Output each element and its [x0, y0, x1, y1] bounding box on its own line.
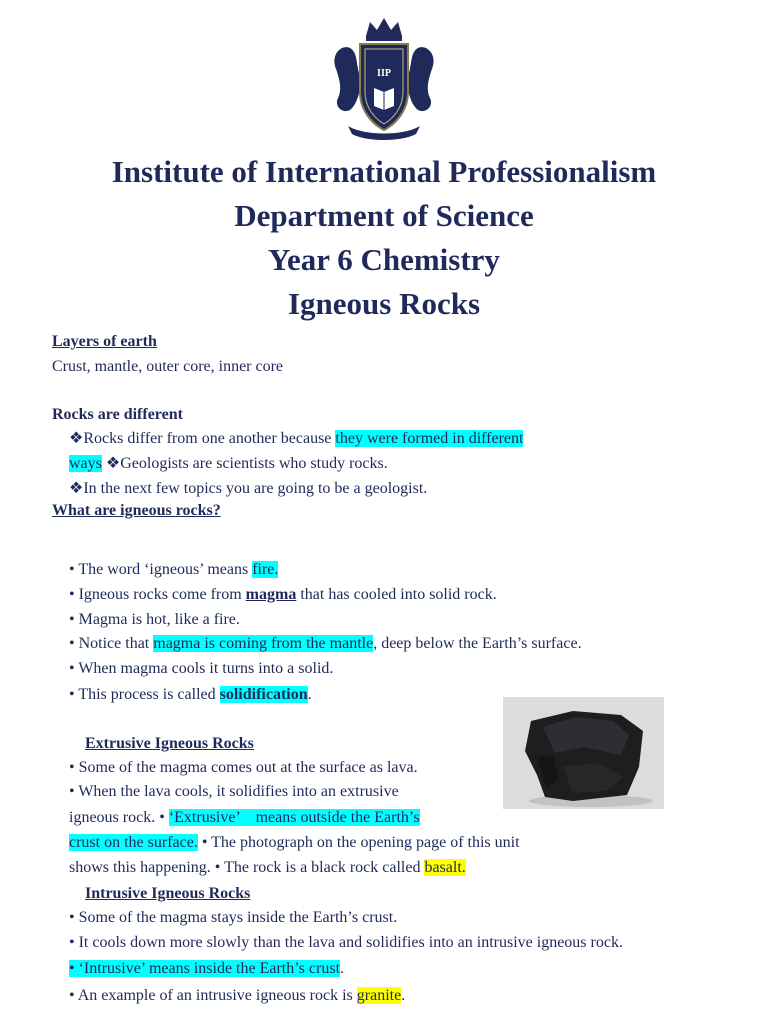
- highlighted-text: ‘Extrusive’ means outside the Earth’s: [168, 809, 420, 826]
- extrusive-heading: Extrusive Igneous Rocks: [85, 735, 254, 752]
- yellow-highlighted-text: basalt.: [424, 859, 466, 876]
- extrusive-line-2: • When the lava cools, it solidifies into an extrusive: [69, 783, 399, 800]
- igneous-bullet-2: [69, 585, 497, 605]
- text-run: • This process is called: [69, 686, 220, 703]
- rocks-different-heading: Rocks are different: [52, 406, 183, 423]
- text-run: , deep below the Earth’s surface.: [373, 635, 582, 652]
- igneous-bullet-5: • When magma cools it turns into a solid.: [69, 660, 334, 677]
- text-run: ❖Rocks differ from one another because: [69, 430, 336, 447]
- department-name: Department of Science: [234, 198, 534, 233]
- igneous-heading: What are igneous rocks?: [52, 502, 221, 519]
- layers-text: Crust, mantle, outer core, inner core: [52, 358, 284, 375]
- bold-underlined-text: magma: [245, 586, 297, 603]
- intrusive-line-4: [69, 986, 405, 1006]
- text-run: igneous rock. •: [69, 809, 169, 826]
- extrusive-line-1: • Some of the magma comes out at the surface as lava.: [69, 759, 418, 776]
- intrusive-line-2: • It cools down more slowly than the lava and solidifies into an intrusive igneous rock.: [69, 934, 623, 951]
- text-run: .: [307, 686, 312, 703]
- rocks-different-line-2: [69, 454, 388, 474]
- rocks-different-line-1: [69, 429, 523, 449]
- intrusive-line-1: • Some of the magma stays inside the Earth’s crust.: [69, 909, 398, 926]
- text-run: ❖Geologists are scientists who study rocks.: [101, 455, 388, 472]
- igneous-bullet-3: • Magma is hot, like a fire.: [69, 611, 240, 628]
- intrusive-line-3: [69, 959, 344, 979]
- igneous-bullet-6: [69, 685, 312, 705]
- highlighted-text: solidification: [219, 686, 308, 703]
- text-run: .: [340, 960, 345, 977]
- highlighted-text: magma is coming from the mantle: [153, 635, 374, 652]
- highlighted-text: fire.: [252, 561, 279, 578]
- institute-name: Institute of International Professionalism: [111, 154, 657, 189]
- institute-crest-logo: [324, 14, 444, 144]
- text-run: • Igneous rocks come from: [69, 586, 246, 603]
- intrusive-heading: Intrusive Igneous Rocks: [85, 885, 251, 902]
- logo-text: IIP: [377, 68, 391, 79]
- text-run: shows this happening. • The rock is a black rock called: [69, 859, 425, 876]
- layers-heading: Layers of earth: [52, 333, 157, 350]
- rocks-different-line-3: ❖In the next few topics you are going to be a geologist.: [69, 480, 428, 497]
- extrusive-line-4: [69, 833, 520, 853]
- text-run: .: [401, 987, 406, 1004]
- course-name: Year 6 Chemistry: [268, 242, 500, 277]
- basalt-rock-photo: [503, 697, 664, 809]
- igneous-bullet-1: [69, 560, 278, 580]
- text-run: • An example of an intrusive igneous rock is: [69, 987, 357, 1004]
- extrusive-line-3: [69, 808, 420, 828]
- highlighted-text: they were formed in different: [335, 430, 524, 447]
- highlighted-text: ways: [69, 455, 102, 472]
- topic-title: Igneous Rocks: [287, 286, 481, 321]
- extrusive-line-5: [69, 858, 466, 878]
- text-run: • Notice that: [69, 635, 154, 652]
- text-run: that has cooled into solid rock.: [296, 586, 497, 603]
- yellow-highlighted-text: granite: [356, 987, 402, 1004]
- igneous-bullet-4: [69, 634, 582, 654]
- highlighted-text: crust on the surface.: [69, 834, 198, 851]
- text-run: • The photograph on the opening page of this unit: [197, 834, 520, 851]
- text-run: • The word ‘igneous’ means: [69, 561, 253, 578]
- highlighted-text: • ‘Intrusive’ means inside the Earth’s crust: [69, 960, 341, 977]
